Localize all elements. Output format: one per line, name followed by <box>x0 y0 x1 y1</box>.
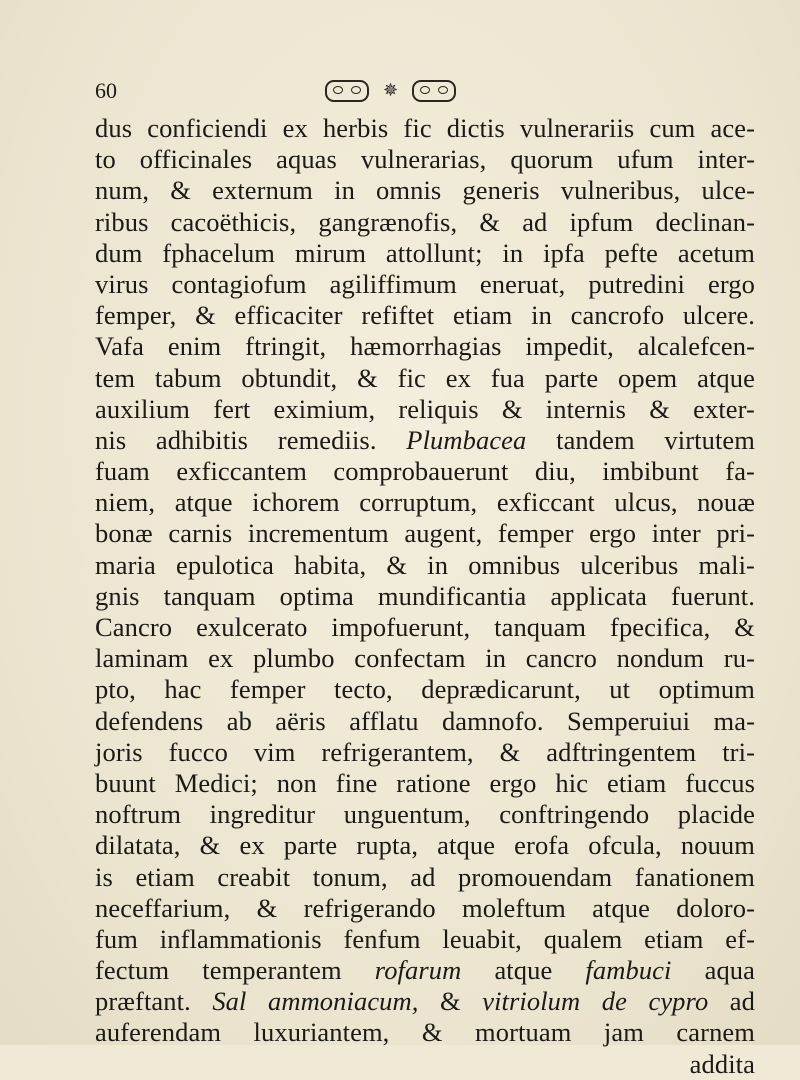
text-segment: bonæ carnis incrementum augent, femper ergo inter pri- <box>95 518 755 549</box>
text-line <box>95 550 755 581</box>
text-segment: tem tabum obtundit, & fic ex fua parte opem atque <box>95 362 755 393</box>
italic-text-segment: Plumbacea <box>406 424 527 455</box>
text-line <box>95 113 755 144</box>
text-segment: to officinales aquas vulnerarias, quorum ufum inter- <box>95 144 755 175</box>
text-segment: fuam exficcantem comprobauerunt diu, imbibunt fa- <box>95 456 755 487</box>
text-line <box>95 986 755 1017</box>
text-line <box>95 612 755 643</box>
text-segment: Cancro exulcerato impofuerunt, tanquam fpecifica, & <box>95 612 755 642</box>
text-line <box>95 799 755 830</box>
text-line <box>95 175 755 206</box>
text-segment: atque <box>461 955 586 986</box>
text-line <box>95 862 755 893</box>
text-line <box>95 830 755 861</box>
italic-text-segment: vitriolum de cypro <box>482 986 709 1017</box>
text-line <box>95 518 755 549</box>
text-segment: fectum temperantem <box>95 955 375 986</box>
text-segment: aqua <box>671 955 756 986</box>
text-line <box>95 487 755 518</box>
text-segment: auxilium fert eximium, reliquis & internis & exter- <box>95 393 755 424</box>
text-segment: auferendam luxuriantem, & mortuam jam carnem <box>95 1017 755 1048</box>
text-segment: præftant. <box>95 986 213 1017</box>
text-line <box>95 456 755 487</box>
text-line <box>95 924 755 955</box>
page-header <box>95 78 755 108</box>
text-segment: laminam ex plumbo confectam in cancro nondum ru- <box>95 643 755 674</box>
text-segment: ad <box>708 986 756 1017</box>
text-line <box>95 331 755 362</box>
text-segment: ribus cacoëthicis, gangrænofis, & ad ipfum declinan- <box>95 206 755 237</box>
text-segment: & <box>418 986 483 1017</box>
italic-text-segment: fambuci <box>585 955 672 986</box>
text-segment: maria epulotica habita, & in omnibus ulceribus mali- <box>95 549 755 580</box>
ornament-scroll-icon <box>412 80 456 102</box>
text-segment: dilatata, & ex parte rupta, atque erofa ofcula, nouum <box>95 830 755 861</box>
text-line <box>95 581 755 612</box>
text-line <box>95 768 755 799</box>
text-line <box>95 144 755 175</box>
ornament-scroll-icon <box>325 80 369 102</box>
body-text <box>95 113 755 1080</box>
text-line <box>95 394 755 425</box>
header-ornament <box>325 80 456 102</box>
text-line <box>95 425 755 456</box>
text-line <box>95 300 755 331</box>
text-line <box>95 955 755 986</box>
text-segment: buunt Medici; non fine ratione ergo hic etiam fuccus <box>95 767 755 798</box>
text-segment: addita <box>689 1048 755 1079</box>
text-segment: tandem virtutem <box>526 424 755 455</box>
text-segment: is etiam creabit tonum, ad promouendam fanationem <box>95 861 755 892</box>
text-segment: nis adhibitis remediis. <box>95 424 407 455</box>
text-segment: num, & externum in omnis generis vulneribus, ulce- <box>95 175 755 206</box>
text-segment: neceffarium, & refrigerando moleftum atque doloro- <box>95 892 755 923</box>
text-line <box>95 1017 755 1048</box>
text-line <box>95 737 755 768</box>
text-segment: pto, hac femper tecto, deprædicarunt, ut optimum <box>95 674 755 705</box>
italic-text-segment: rofarum <box>374 955 462 986</box>
text-line <box>95 706 755 737</box>
text-line <box>95 238 755 269</box>
text-segment: gnis tanquam optima mundificantia applicata fuerunt. <box>95 580 755 611</box>
text-line <box>95 207 755 238</box>
ornament-star-icon: ✵ <box>383 80 399 101</box>
text-segment: virus contagiofum agiliffimum eneruat, putredini ergo <box>95 268 755 299</box>
text-segment: fum inflammationis fenfum leuabit, qualem etiam ef- <box>95 923 755 954</box>
text-segment: dum fphacelum mirum attollunt; in ipfa pefte acetum <box>95 237 755 268</box>
text-line <box>95 363 755 394</box>
text-line <box>95 643 755 674</box>
text-segment: femper, & efficaciter refiftet etiam in cancrofo ulcere. <box>95 300 755 331</box>
text-line <box>95 269 755 300</box>
text-segment: dus conficiendi ex herbis fic dictis vulnerariis cum ace- <box>95 113 755 143</box>
text-segment: Vafa enim ftringit, hæmorrhagias impedit, alcalefcen- <box>95 331 755 362</box>
text-segment: niem, atque ichorem corruptum, exficcant ulcus, nouæ <box>95 487 755 518</box>
text-line <box>95 893 755 924</box>
text-segment: joris fucco vim refrigerantem, & adftringentem tri- <box>95 736 755 767</box>
text-segment: noftrum ingreditur unguentum, conftringendo placide <box>95 799 755 830</box>
italic-text-segment: Sal ammoniacum, <box>212 986 419 1017</box>
text-segment: defendens ab aëris afflatu damnofo. Semperuiui ma- <box>95 705 755 736</box>
text-line <box>95 674 755 705</box>
text-line <box>95 1049 755 1080</box>
page-number: 60 <box>95 78 117 103</box>
